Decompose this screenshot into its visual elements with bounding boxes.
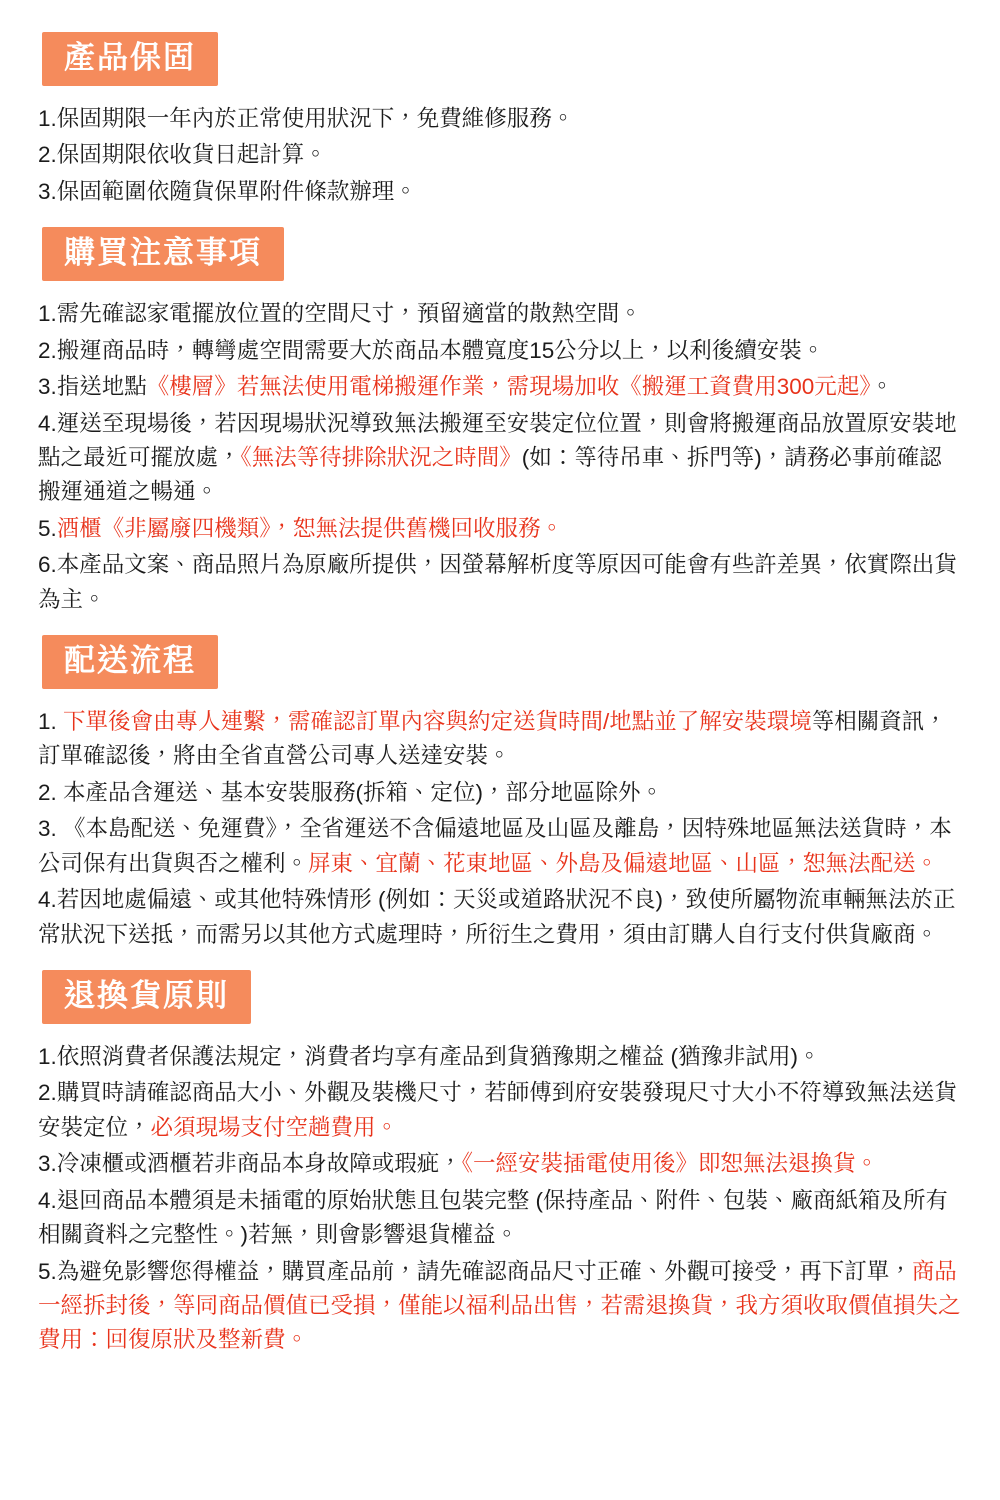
list-item [38, 102, 962, 136]
list-item [38, 407, 962, 510]
text-run: 必須現場支付空趟費用。 [150, 1114, 399, 1140]
section-purchase-notes [34, 213, 966, 617]
text-run: 2. 本產品含運送、基本安裝服務(拆箱、定位)，部分地區除外。 [38, 779, 664, 805]
text-run: 1. [38, 709, 64, 735]
section-body-warranty [34, 102, 966, 209]
list-item [38, 512, 962, 546]
list-item [38, 1147, 962, 1181]
text-run: 。 [870, 374, 894, 400]
text-run: 1.需先確認家電擺放位置的空間尺寸，預留適當的散熱空間。 [38, 301, 642, 327]
sections-container [34, 18, 966, 1358]
list-item [38, 1040, 962, 1074]
section-body-delivery-flow [34, 705, 966, 952]
text-run: 2.保固期限依收貨日起計算。 [38, 142, 327, 168]
list-item [38, 776, 962, 810]
text-run: 《一經安裝插電使用後》即恕無法退換貨。 [461, 1151, 879, 1177]
text-run: 《無法等待排除狀況之時間》 [240, 444, 522, 470]
text-run: 商品一經拆封後，等同商品價值已受損，僅能以福利品出售，若需退換貨，我方須收取價值損失之費用：回復原狀及整新費。 [38, 1258, 961, 1353]
section-heading-delivery-flow: 配送流程 [42, 635, 218, 689]
list-item [38, 1184, 962, 1253]
list-item [38, 370, 962, 404]
text-run: 1.依照消費者保護法規定，消費者均享有產品到貨猶豫期之權益 (猶豫非試用)。 [38, 1044, 821, 1070]
text-run: 3.冷凍櫃或酒櫃若非商品本身故障或瑕疵， [38, 1151, 462, 1177]
section-heading-return-policy: 退換貨原則 [42, 970, 251, 1024]
text-run: 4.退回商品本體須是未插電的原始狀態且包裝完整 (保持產品、附件、包裝、廠商紙箱及所有相關資料之完整性。)若無，則會影響退貨權益。 [38, 1187, 949, 1248]
text-run: 酒櫃《非屬廢四機類》，恕無法提供舊機回收服務。 [56, 515, 564, 541]
list-item [38, 334, 962, 368]
list-item [38, 548, 962, 617]
text-run: 2.搬運商品時，轉彎處空間需要大於商品本體寬度15公分以上，以利後續安裝。 [38, 337, 825, 363]
list-item [38, 138, 962, 172]
section-return-policy [34, 956, 966, 1358]
text-run: 3. 《本島配送、免運費》，全省運送不含偏遠地區及山區及離島，因特殊地區無法送貨時，本公司保有出貨與否之權利。 [38, 816, 952, 876]
text-run: 3.指送地點 [38, 374, 147, 400]
text-run: 4.運送至現場後，若因現場狀況導致無法搬運至安裝定位位置，則會將搬運商品放置原安裝地點之最近可擺放處， [38, 410, 957, 470]
section-heading-purchase-notes: 購買注意事項 [42, 227, 284, 281]
text-run: 屏東、宜蘭、花東地區、外島及偏遠地區、山區，恕無法配送。 [308, 850, 939, 876]
text-run: 5.為避免影響您得權益，購買產品前，請先確認商品尺寸正確、外觀可接受，再下訂單， [38, 1258, 912, 1284]
text-run: 3.保固範圍依隨貨保單附件條款辦理。 [38, 178, 417, 204]
list-item [38, 175, 962, 209]
text-run: 5. [38, 515, 57, 541]
section-body-purchase-notes [34, 297, 966, 617]
text-run: 等相關資訊，訂單確認後，將由全省直營公司專人送達安裝。 [38, 709, 947, 769]
text-run: 4.若因地處偏遠、或其他特殊情形 (例如：天災或道路狀況不良)，致使所屬物流車輛無法於正常狀況下送抵，而需另以其他方式處理時，所衍生之費用，須由訂購人自行支付供貨廠商。 [38, 887, 956, 947]
section-body-return-policy [34, 1040, 966, 1358]
section-warranty [34, 18, 966, 209]
text-run: 1.保固期限一年內於正常使用狀況下，免費維修服務。 [38, 106, 575, 131]
text-run: 2.購買時請確認商品大小、外觀及裝機尺寸，若師傅到府安裝發現尺寸大小不符導致無法送貨安裝定位， [38, 1080, 957, 1140]
list-item [38, 1076, 962, 1145]
section-delivery-flow [34, 621, 966, 952]
text-run: 下單後會由專人連繫，需確認訂單內容與約定送貨時間/地點並了解安裝環境 [63, 709, 812, 735]
list-item [38, 1255, 962, 1358]
list-item [38, 883, 962, 952]
text-run: 《樓層》若無法使用電梯搬運作業，需現場加收《搬運工資費用300元起》 [146, 374, 871, 400]
list-item [38, 812, 962, 881]
section-heading-warranty: 產品保固 [42, 32, 218, 86]
list-item [38, 705, 962, 774]
text-run: (如：等待吊車、拆門等)，請務必事前確認搬運通道之暢通。 [38, 444, 942, 505]
list-item [38, 297, 962, 331]
text-run: 6.本產品文案、商品照片為原廠所提供，因螢幕解析度等原因可能會有些許差異，依實際出貨為主。 [38, 552, 957, 612]
